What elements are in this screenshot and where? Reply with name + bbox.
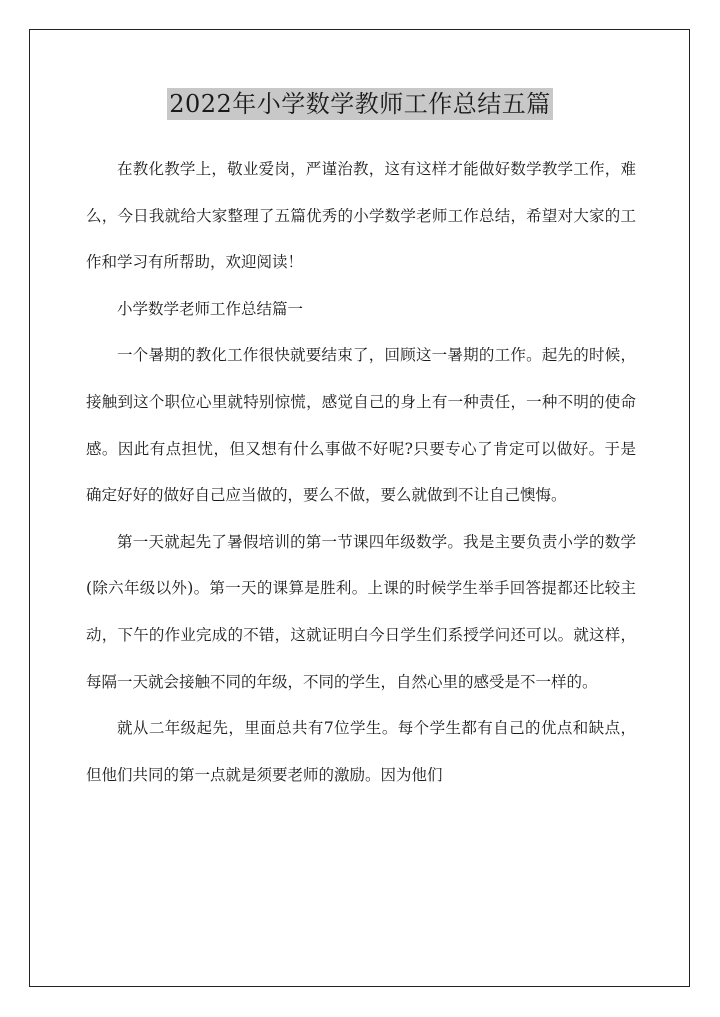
body-paragraph-3: 就从二年级起先，里面总共有7位学生。每个学生都有自己的优点和缺点，但他们共同的第一点就是须要老师的激励。因为他们 [86, 719, 636, 784]
intro-paragraph: 在教化教学上，敬业爱岗，严谨治教，这有这样才能做好数学教学工作，难么，今日我就给大家整理了五篇优秀的小学数学老师工作总结，希望对大家的工作和学习有所帮助，欢迎阅读！ [86, 160, 636, 272]
body-paragraph-1: 一个暑期的教化工作很快就要结束了，回顾这一暑期的工作。起先的时候，接触到这个职位心里就特别惊慌，感觉自己的身上有一种责任，一种不明的使命感。因此有点担忧，但又想有什么事做不好呢?只要专心了肯定可以做好。于是确定好好的做好自己应当做的，要么不做，要么就做到不让自己懊悔。 [86, 346, 636, 505]
document-body [86, 146, 636, 798]
title-container [0, 88, 720, 120]
body-paragraph-2: 第一天就起先了暑假培训的第一节课四年级数学。我是主要负责小学的数学(除六年级以外)。第一天的课算是胜利。上课的时候学生举手回答提都还比较主动，下午的作业完成的不错，这就证明白今日学生们系授学问还可以。就这样，每隔一天就会接触不同的年级，不同的学生，自然心里的感受是不一样的。 [86, 532, 636, 691]
document-title: 2022年小学数学教师工作总结五篇 [169, 90, 551, 118]
section-heading: 小学数学老师工作总结篇一 [117, 299, 304, 318]
